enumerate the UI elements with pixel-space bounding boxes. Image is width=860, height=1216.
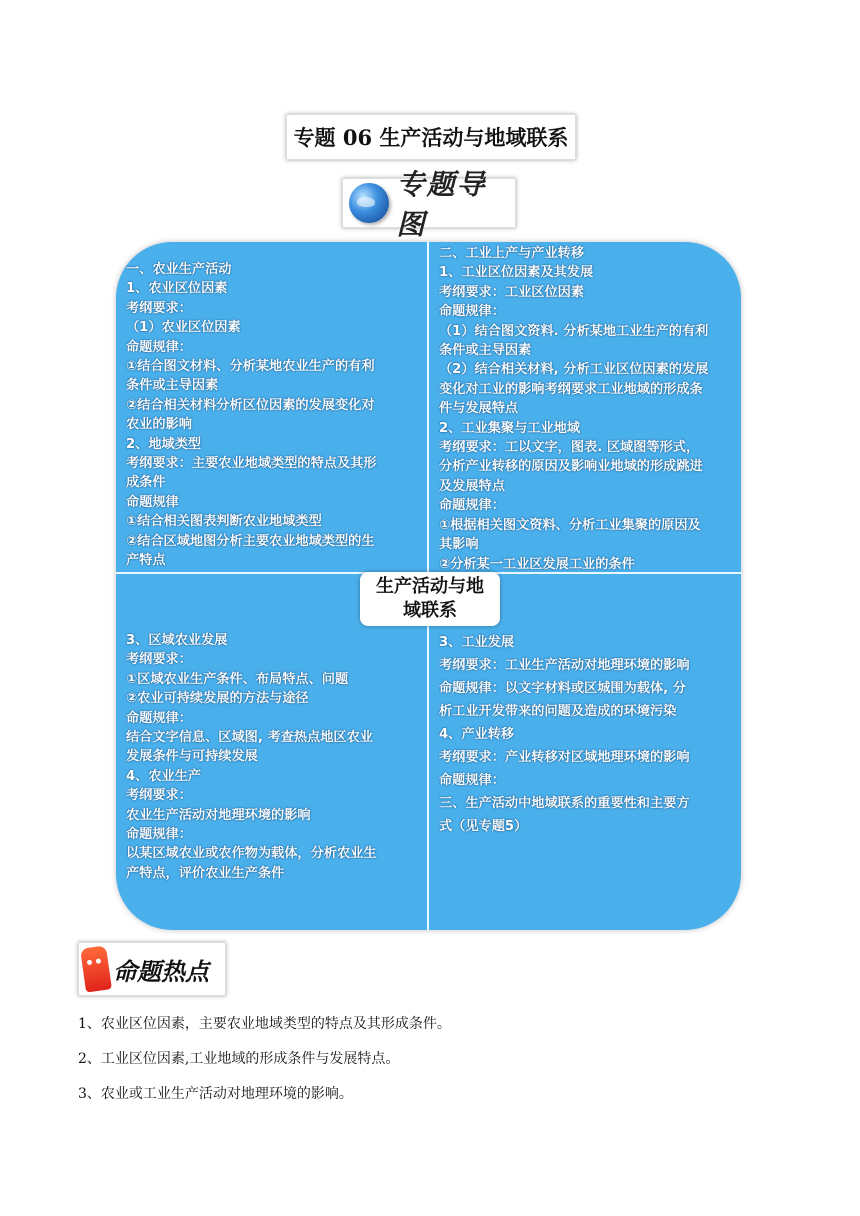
- mind-map-line: 命题规律：: [126, 339, 192, 355]
- mind-map-line: 农业的影响: [126, 417, 192, 433]
- mind-map-line: 以某区域农业或农作物为载体，分析农业生: [126, 846, 377, 862]
- mind-map-line: 三、生产活动中地域联系的重要性和主要方: [439, 796, 690, 811]
- pencil-mascot-icon: [80, 945, 112, 992]
- mind-map-line: 分析产业转移的原因及影响业地域的形成跳进: [439, 459, 703, 475]
- mind-map-line: 析工业开发带来的问题及造成的环境污染: [439, 704, 677, 719]
- center-line-1: 生产活动与地: [376, 576, 484, 597]
- mind-map-center: [360, 572, 500, 626]
- quadrant-industry: [439, 244, 735, 574]
- mind-map-line: （1）结合图文资料. 分析某地工业生产的有利: [439, 323, 709, 339]
- mind-map-line: 命题规律：: [439, 498, 505, 514]
- mind-map-line: 农业生产活动对地理环境的影响: [126, 807, 311, 823]
- mind-map-line: 4、产业转移: [439, 727, 515, 742]
- mind-map-line: 产特点，评价农业生产条件: [126, 865, 285, 881]
- mind-map-line: 式（见专题5）: [439, 819, 528, 834]
- page-title: 专题 06 生产活动与地域联系: [286, 114, 576, 160]
- mind-map-line: 4、农业生产: [126, 768, 202, 784]
- mind-map-line: 条件或主导因素: [439, 343, 532, 359]
- mind-map-line: 3、工业发展: [439, 635, 515, 650]
- mind-map-line: 件与发展特点: [439, 401, 519, 417]
- mind-map-line: 1、农业区位因素: [126, 281, 228, 297]
- mind-map-line: 命题规律：: [439, 773, 505, 788]
- mind-map-line: ②农业可持续发展的方法与途径: [126, 691, 309, 707]
- mind-map-line: 条件或主导因素: [126, 378, 219, 394]
- globe-icon: [349, 183, 389, 223]
- mind-map-line: 3、区域农业发展: [126, 633, 228, 648]
- mind-map-line: 考纲要求：产业转移对区域地理环境的影响: [439, 750, 690, 765]
- hot-point-1: 1、农业区位因素，主要农业地域类型的特点及其形成条件。: [78, 1016, 451, 1032]
- mind-map-line: 考纲要求：工业生产活动对地理环境的影响: [439, 658, 690, 673]
- mind-map-line: ①结合相关图表判断农业地域类型: [126, 514, 322, 530]
- mind-map-line: 成条件: [126, 475, 166, 491]
- hot-point-2: 2、工业区位因素,工业地域的形成条件与发展特点。: [78, 1051, 400, 1067]
- mind-map-line: 命题规律：: [126, 710, 192, 726]
- mind-map-line: 考纲要求：工业区位因素: [439, 284, 585, 300]
- mind-map-line: 命题规律: [126, 494, 179, 510]
- center-line-2: 域联系: [403, 600, 457, 621]
- mind-map-line: ②分析某一工业区发展工业的条件: [439, 556, 635, 572]
- mind-map-line: 2、工业集聚与工业地域: [439, 420, 581, 436]
- mind-map-line: 变化对工业的影响考纲要求工业地域的形成条: [439, 381, 703, 397]
- mind-map-line: ②结合区域地图分析主要农业地域类型的生: [126, 533, 375, 549]
- mind-map-line: 命题规律：以文字材料或区城围为载体, 分: [439, 681, 686, 696]
- mind-map: [116, 242, 741, 930]
- mind-map-line: 考纲要求：主要农业地域类型的特点及其形: [126, 456, 377, 472]
- guide-banner-label: 专题导图: [396, 168, 487, 241]
- mind-map-line: 1、工业区位因素及其发展: [439, 265, 594, 281]
- mind-map-line: 考纲要求：: [126, 788, 192, 804]
- quadrant-agriculture: [126, 260, 418, 571]
- mind-map-line: 命题规律：: [439, 304, 505, 320]
- mind-map-line: （1）农业区位因素: [126, 320, 241, 336]
- mind-map-line: 考纲要求：: [126, 652, 192, 668]
- mind-map-line: ①根据相关图文资料、分析工业集聚的原因及: [439, 517, 701, 533]
- mind-map-line: 及发展特点: [439, 478, 505, 494]
- quadrant-industrial-development: [439, 631, 735, 838]
- mind-map-line: 二、工业上产与产业转移: [439, 246, 585, 261]
- quadrant-regional-agriculture: [126, 631, 418, 883]
- mind-map-line: 2、地域类型: [126, 436, 202, 452]
- mind-map-line: （2）结合相关材料, 分析工业区位因素的发展: [439, 362, 709, 378]
- hot-topics-banner: [78, 942, 226, 996]
- mind-map-line: 产特点: [126, 553, 166, 569]
- hot-topics-label: 命题热点: [113, 957, 209, 986]
- mind-map-line: ①结合图文材料、分析某地农业生产的有利: [126, 359, 375, 375]
- mind-map-line: 发展条件与可持续发展: [126, 749, 258, 765]
- mind-map-line: 考纲要求：工以文字，图表. 区域图等形式，: [439, 440, 700, 456]
- mind-map-line: 考纲要求：: [126, 300, 192, 316]
- mind-map-line: ②结合相关材料分析区位因素的发展变化对: [126, 397, 375, 413]
- mind-map-line: ①区域农业生产条件、布局特点、问题: [126, 671, 349, 687]
- hot-point-3: 3、农业或工业生产活动对地理环境的影响。: [78, 1086, 353, 1102]
- mind-map-line: 结合文字信息、区域图, 考查热点地区农业: [126, 730, 373, 746]
- mind-map-line: 命题规律：: [126, 827, 192, 843]
- mind-map-line: 其影响: [439, 537, 479, 553]
- mind-map-line: 一、农业生产活动: [126, 262, 232, 277]
- guide-banner: [342, 168, 516, 241]
